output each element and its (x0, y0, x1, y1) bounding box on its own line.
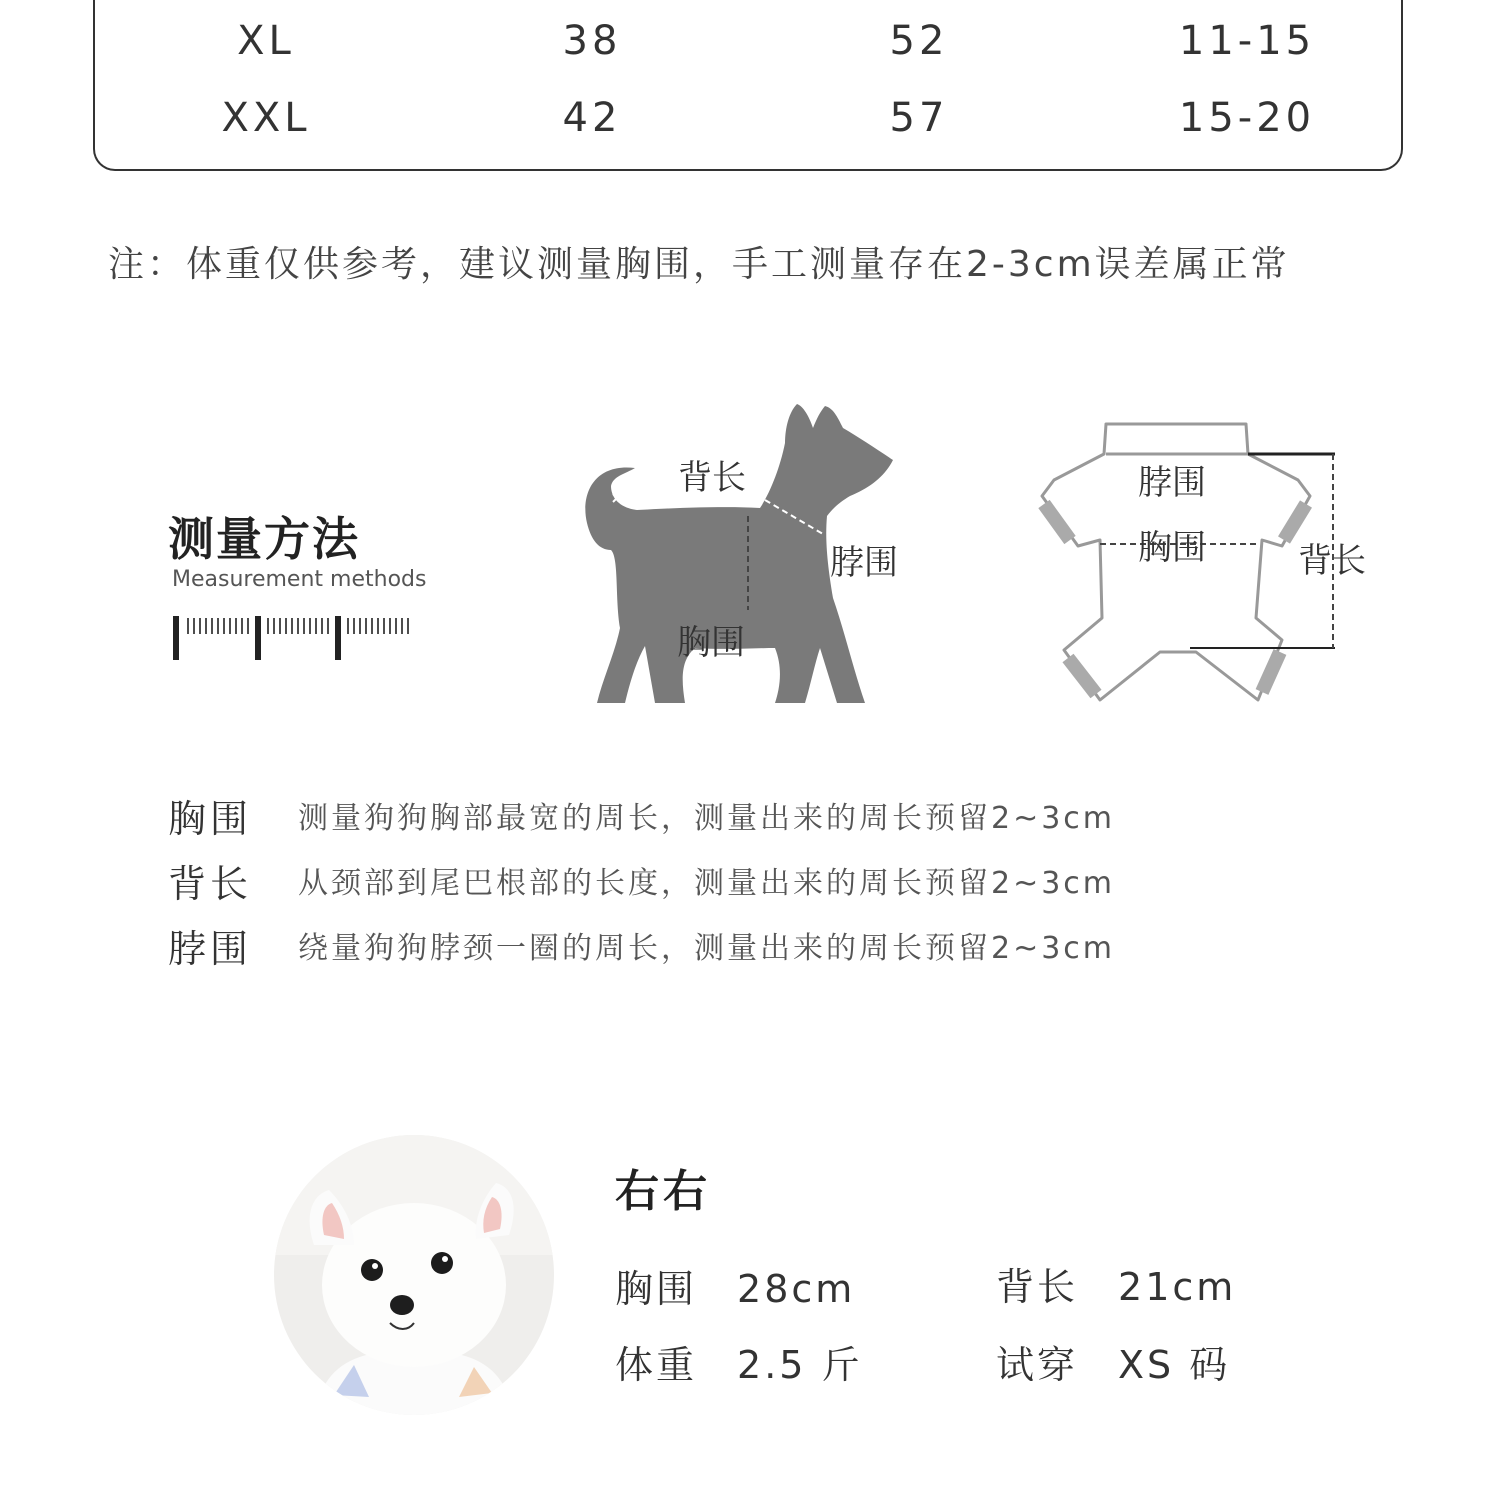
table-cell: 15-20 (1178, 95, 1316, 141)
garment-label-back: 背长 (1298, 541, 1366, 581)
spec-label: 胸围 (615, 1267, 698, 1311)
model-name: 右右 (615, 1166, 711, 1217)
garment-label-chest: 胸围 (1138, 528, 1206, 568)
dog-label-chest: 胸围 (677, 623, 745, 663)
table-cell: 52 (889, 18, 949, 64)
spec-value: 2.5 斤 (737, 1343, 863, 1387)
size-note: 注：体重仅供参考，建议测量胸围，手工测量存在2-3cm误差属正常 (108, 244, 1290, 285)
definition-text: 从颈部到尾巴根部的长度，测量出来的周长预留2~3cm (298, 866, 1116, 901)
table-cell: 11-15 (1178, 18, 1316, 64)
definition-text: 绕量狗狗脖颈一圈的周长，测量出来的周长预留2~3cm (298, 931, 1116, 966)
definition-row (168, 855, 1115, 905)
definition-row (168, 920, 1115, 970)
table-cell: 42 (562, 95, 622, 141)
model-spec (996, 1256, 1236, 1311)
definition-text: 测量狗狗胸部最宽的周长，测量出来的周长预留2~3cm (298, 801, 1116, 836)
table-cell: XXL (221, 95, 311, 141)
model-avatar (274, 1135, 554, 1415)
table-cell: 38 (562, 18, 622, 64)
definition-term: 胸围 (168, 796, 253, 841)
definition-term: 背长 (168, 861, 253, 906)
section-title: 测量方法 (168, 512, 360, 566)
section-subtitle: Measurement methods (172, 567, 427, 592)
dog-label-back: 背长 (678, 458, 746, 498)
model-spec (996, 1334, 1230, 1389)
ruler-icon (170, 612, 420, 664)
spec-label: 背长 (996, 1265, 1079, 1309)
spec-value: 28cm (737, 1267, 856, 1311)
garment-label-neck: 脖围 (1138, 463, 1206, 503)
spec-label: 试穿 (996, 1343, 1079, 1387)
model-spec (615, 1258, 855, 1313)
dog-label-neck: 脖围 (830, 543, 898, 583)
table-cell: 57 (889, 95, 949, 141)
definition-row (168, 790, 1115, 840)
spec-value: 21cm (1118, 1265, 1237, 1309)
table-cell: XL (237, 18, 295, 64)
spec-label: 体重 (615, 1343, 698, 1387)
model-spec (615, 1334, 863, 1389)
spec-value: XS 码 (1118, 1343, 1231, 1387)
definition-term: 脖围 (168, 926, 253, 971)
